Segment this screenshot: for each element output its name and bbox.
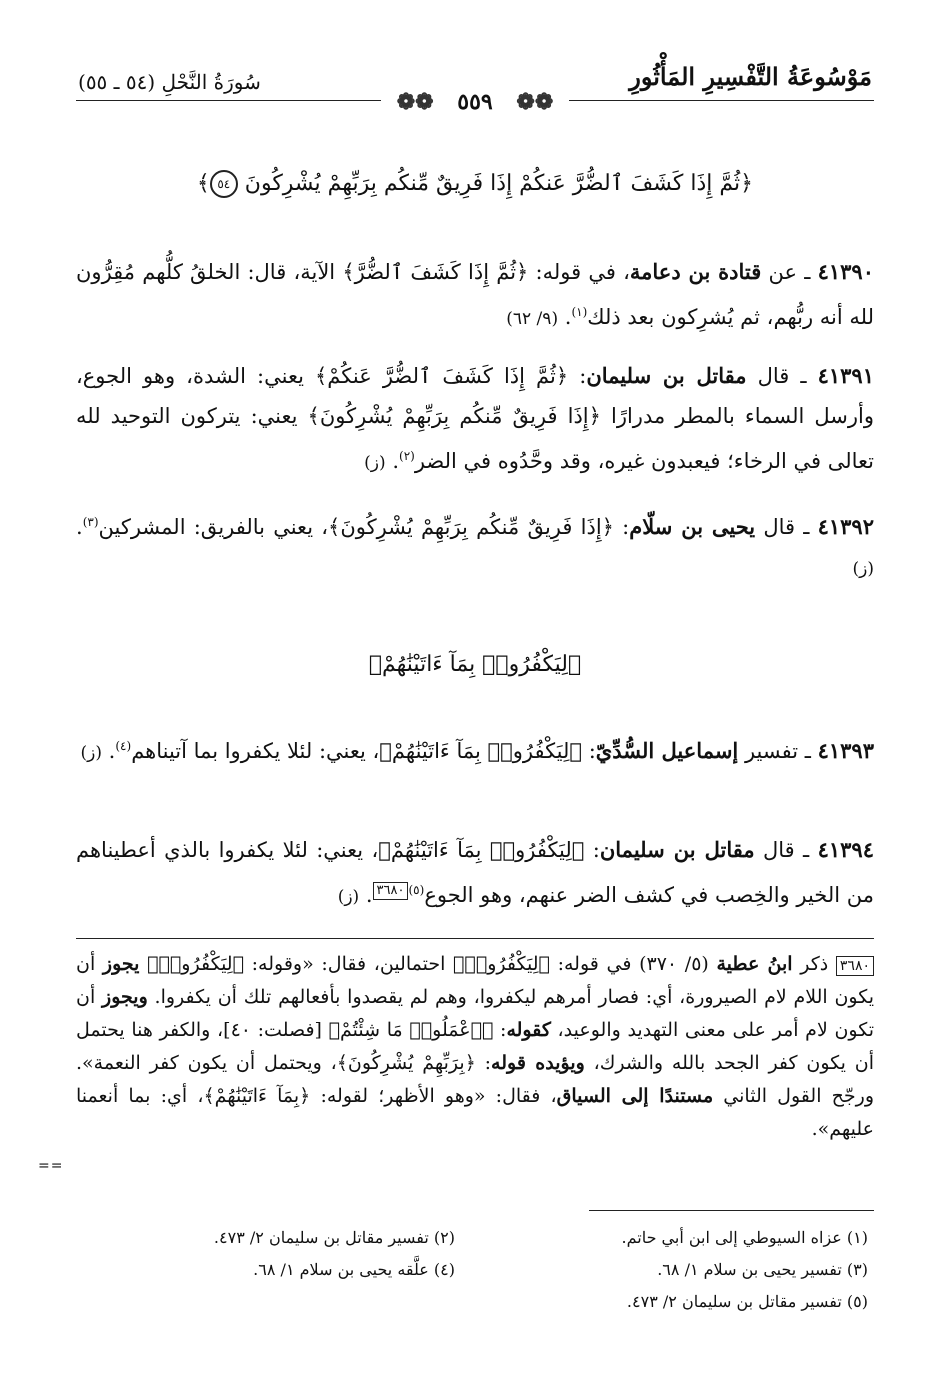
source-reference: (ز) bbox=[364, 453, 386, 473]
scholar-name: ابنُ عطية bbox=[716, 953, 793, 975]
entry-41393: ٤١٣٩٣ ـ تفسير إسماعيل السُّدِّيّ: ﴿لِيَكْفُرُوا۟ بِمَآ ءَاتَيْنَٰهُمْ﴾، يعني: لئلا يكفروا بما آتيناهم$^{(٤)}$. (ز) bbox=[80, 738, 874, 763]
footnote-marker: (١) bbox=[571, 305, 588, 319]
footnote-marker: (٣) bbox=[82, 515, 99, 529]
footnote-marker: (٥) bbox=[408, 883, 425, 897]
entry-41390: ٤١٣٩٠ ـ عن قتادة بن دعامة، في قوله: ﴿ثُمَّ إِذَا كَشَفَ ٱلضُّرَّ﴾ الآية، قال: الخلقُ كلُّهم مُقِرُّون لله أنه ربُّهم، ثم يُشرِكون بعد ذلك$^{(١)}$. (٩/ ٦٢) bbox=[76, 259, 874, 329]
footnotes-rule bbox=[589, 1210, 874, 1211]
continuation-mark: == bbox=[38, 1158, 64, 1174]
footnote-marker: (٤) bbox=[115, 739, 132, 753]
page-number-block bbox=[0, 89, 950, 115]
entry-number: ٤١٣٩٤ bbox=[817, 837, 874, 862]
verse-heading: ﴿لِيَكْفُرُوا۟ بِمَآ ءَاتَيْنَٰهُمْ﴾ bbox=[368, 652, 582, 677]
narrator-name: قتادة بن دعامة bbox=[629, 259, 762, 284]
entry-number: ٤١٣٩٣ bbox=[817, 738, 874, 763]
verse-heading: ﴿ثُمَّ إِذَا كَشَفَ ٱلضُّرَّ عَنكُمْ إِذَا فَرِيقٌ مِّنكُم بِرَبِّهِمْ يُشْرِكُونَ ٥٤﴾ bbox=[196, 171, 754, 196]
commentary-rule bbox=[76, 938, 874, 939]
ornament-icon: ❁❁ bbox=[508, 89, 561, 115]
narrator-name: إسماعيل السُّدِّيّ bbox=[595, 738, 739, 763]
narrator-name: يحيى بن سلّام bbox=[629, 514, 756, 539]
source-reference: (ز) bbox=[337, 887, 360, 907]
source-reference: (ز) bbox=[80, 743, 102, 763]
source-reference: (٩/ ٦٢) bbox=[506, 309, 559, 329]
footnote-2: (٢) تفسير مقاتل بن سليمان ٢/ ٤٧٣. bbox=[213, 1228, 455, 1247]
entry-41392: ٤١٣٩٢ ـ قال يحيى بن سلّام: ﴿إِذَا فَرِيقٌ مِّنكُم بِرَبِّهِمْ يُشْرِكُونَ﴾، يعني بالفريق: المشركين$^{(٣)}$. (ز) bbox=[76, 514, 874, 579]
footnote-1: (١) عزاه السيوطي إلى ابن أبي حاتم. bbox=[621, 1228, 868, 1247]
commentary-block: ٣٦٨٠ ذكر ابنُ عطية (٥/ ٣٧٠) في قوله: ﴿لِيَكْفُرُوا۟﴾ احتمالين، فقال: «وقوله: ﴿لِيَكْفُرُوا۟﴾ يجوز أن يكون اللام لام الصيرورة، أي: فصار أمرهم ليكفروا، وهم لم يقصدوا بأفعالهم تلك أن يكفروا. ويجوز أن تكون لام أمر على معنى التهديد والوعيد، كقوله: ﴿ٱعْمَلُوا۟ مَا شِئْتُمْ﴾ [فصلت: ٤٠]، والكفر هنا يحتمل أن يكون كفر الجحد بالله والشرك، ويؤيده قوله: ﴿بِرَبِّهِمْ يُشْرِكُونَ﴾، ويحتمل أن يكون كفر النعمة». ورجّح القول الثاني مستندًا إلى السياق، فقال: «وهو الأظهر؛ لقوله: ﴿بِمَآ ءَاتَيْنَٰهُمْ﴾، أي: بما أنعمنا عليهم». bbox=[76, 953, 875, 1140]
commentary-link-box[interactable]: ٣٦٨٠ bbox=[373, 882, 409, 900]
book-title: مَوْسُوعَةُ التَّفْسِيرِ المَأْثُورِ bbox=[629, 62, 872, 91]
surah-reference: سُورَةُ النَّحْلِ (٥٤ ـ ٥٥) bbox=[78, 70, 261, 94]
ayah-number-marker: ٥٤ bbox=[210, 170, 238, 198]
narrator-name: مقاتل بن سليمان bbox=[586, 363, 747, 388]
entry-41394: ٤١٣٩٤ ـ قال مقاتل بن سليمان: ﴿لِيَكْفُرُوا۟ بِمَآ ءَاتَيْنَٰهُمْ﴾، يعني: لئلا يكفروا بالذي أعطيناهم من الخير والخِصب في كشف الضر عنهم، وهو الجوع$^{(٥)}$٣٦٨٠. (ز) bbox=[76, 837, 874, 907]
source-reference: (ز) bbox=[852, 559, 874, 579]
entry-number: ٤١٣٩٠ bbox=[817, 259, 874, 284]
commentary-number-box: ٣٦٨٠ bbox=[836, 956, 874, 976]
entry-number: ٤١٣٩٢ bbox=[817, 514, 874, 539]
footnote-5: (٥) تفسير مقاتل بن سليمان ٢/ ٤٧٣. bbox=[626, 1292, 868, 1311]
entry-41391: ٤١٣٩١ ـ قال مقاتل بن سليمان: ﴿ثُمَّ إِذَا كَشَفَ ٱلضُّرَّ عَنكُمْ﴾ يعني: الشدة، وهو الجوع، وأرسل السماء بالمطر مدرارًا ﴿إِذَا فَرِيقٌ مِّنكُم بِرَبِّهِمْ يُشْرِكُونَ﴾ يعني: يتركون التوحيد لله تعالى في الرخاء؛ فيعبدون غيره، وقد وحَّدُوه في الضر$^{(٢)}$. (ز) bbox=[76, 363, 874, 473]
ornament-icon: ❁❁ bbox=[389, 89, 442, 115]
narrator-name: مقاتل بن سليمان bbox=[599, 837, 755, 862]
entry-number: ٤١٣٩١ bbox=[817, 363, 874, 388]
footnote-marker: (٢) bbox=[399, 449, 415, 463]
footnote-3: (٣) تفسير يحيى بن سلام ١/ ٦٨. bbox=[657, 1260, 868, 1279]
footnote-4: (٤) علَّقه يحيى بن سلام ١/ ٦٨. bbox=[253, 1260, 455, 1279]
page-number: ٥٥٩ bbox=[449, 89, 500, 115]
